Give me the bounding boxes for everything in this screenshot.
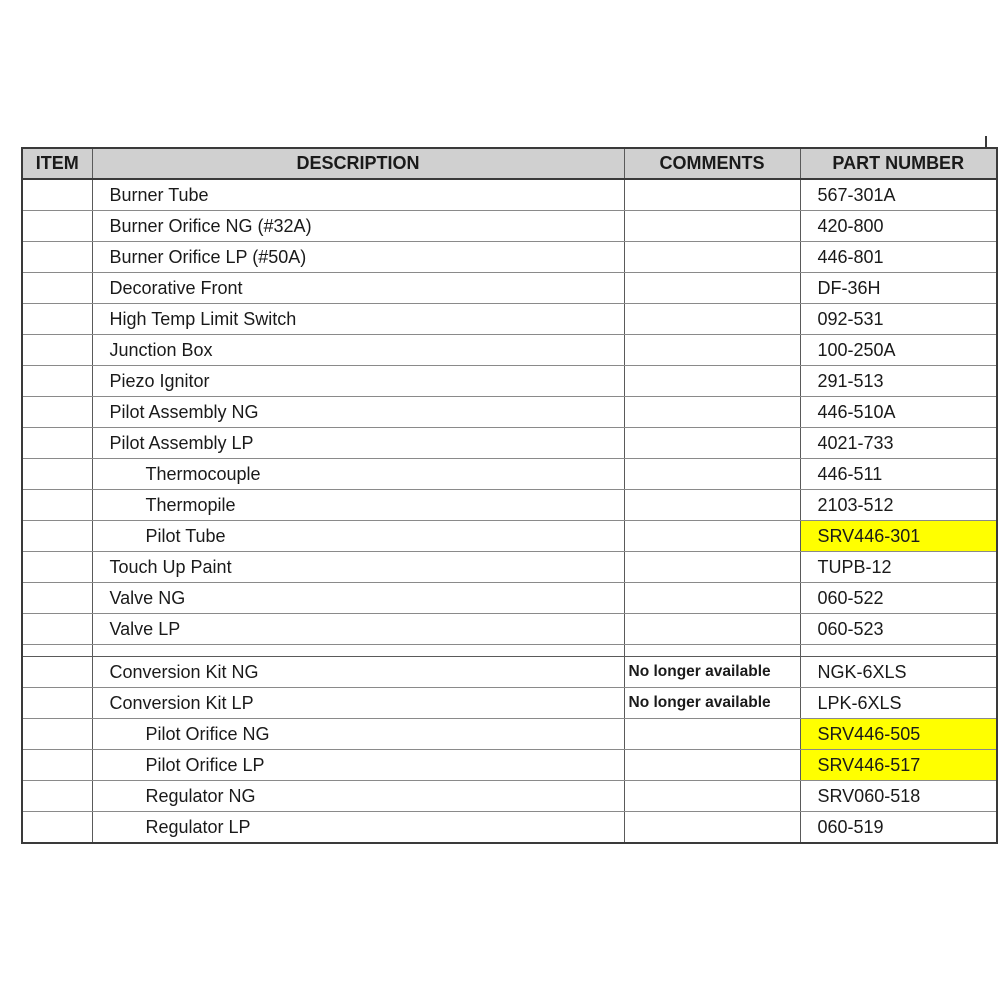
item-cell [22,242,92,273]
description-cell: Touch Up Paint [92,552,624,583]
comments-cell [624,459,800,490]
description-cell: Pilot Tube [92,521,624,552]
description-cell: Thermocouple [92,459,624,490]
description-cell: Junction Box [92,335,624,366]
table-row [22,688,997,719]
description-cell: Burner Orifice LP (#50A) [92,242,624,273]
item-cell [22,273,92,304]
table-row [22,397,997,428]
description-cell: Conversion Kit NG [92,657,624,688]
table-row [22,750,997,781]
part-number-cell: 420-800 [800,211,997,242]
table-row [22,583,997,614]
description-cell: Valve LP [92,614,624,645]
comments-cell [624,614,800,645]
comments-cell [624,719,800,750]
description-cell: Piezo Ignitor [92,366,624,397]
table-row [22,335,997,366]
table-row [22,552,997,583]
comments-cell [624,179,800,211]
item-cell [22,812,92,844]
comments-cell: No longer available [624,688,800,719]
item-cell [22,459,92,490]
comments-cell [624,812,800,844]
item-cell [22,645,92,657]
description-cell: Pilot Orifice NG [92,719,624,750]
part-number-cell-highlighted: SRV446-517 [800,750,997,781]
item-cell [22,428,92,459]
item-cell [22,657,92,688]
item-cell [22,490,92,521]
table-row [22,179,997,211]
description-cell: Burner Orifice NG (#32A) [92,211,624,242]
header-item: ITEM [22,148,92,179]
table-row [22,304,997,335]
comments-cell [624,552,800,583]
part-number-cell-highlighted: SRV446-301 [800,521,997,552]
header-comments: COMMENTS [624,148,800,179]
description-cell [92,645,624,657]
item-cell [22,614,92,645]
part-number-cell: 446-801 [800,242,997,273]
part-number-cell: 567-301A [800,179,997,211]
description-cell: High Temp Limit Switch [92,304,624,335]
part-number-cell: NGK-6XLS [800,657,997,688]
item-cell [22,179,92,211]
header-row [22,148,997,179]
part-number-cell: 092-531 [800,304,997,335]
part-number-cell: SRV060-518 [800,781,997,812]
comments-cell [624,304,800,335]
item-cell [22,211,92,242]
part-number-cell: 060-523 [800,614,997,645]
item-cell [22,335,92,366]
part-number-cell: 446-511 [800,459,997,490]
comments-cell [624,781,800,812]
description-cell: Regulator LP [92,812,624,844]
part-number-cell: 4021-733 [800,428,997,459]
table-row [22,781,997,812]
table-row [22,211,997,242]
item-cell [22,397,92,428]
spacer-row [22,645,997,657]
part-number-cell: 060-519 [800,812,997,844]
description-cell: Thermopile [92,490,624,521]
comments-cell: No longer available [624,657,800,688]
part-number-cell: TUPB-12 [800,552,997,583]
description-cell: Decorative Front [92,273,624,304]
description-cell: Pilot Assembly NG [92,397,624,428]
comments-cell [624,366,800,397]
part-number-cell: 100-250A [800,335,997,366]
table-row [22,366,997,397]
item-cell [22,366,92,397]
part-number-cell: 060-522 [800,583,997,614]
table-row [22,273,997,304]
part-number-cell: 291-513 [800,366,997,397]
item-cell [22,552,92,583]
comments-cell [624,242,800,273]
table-row [22,812,997,844]
part-number-cell: DF-36H [800,273,997,304]
item-cell [22,688,92,719]
comments-cell [624,645,800,657]
table-row [22,459,997,490]
table-row [22,242,997,273]
comments-cell [624,335,800,366]
comments-cell [624,750,800,781]
part-number-cell [800,645,997,657]
table-row [22,614,997,645]
item-cell [22,521,92,552]
item-cell [22,750,92,781]
comments-cell [624,273,800,304]
comments-cell [624,428,800,459]
part-number-cell: 2103-512 [800,490,997,521]
description-cell: Valve NG [92,583,624,614]
comments-cell [624,397,800,428]
header-description: DESCRIPTION [92,148,624,179]
table-row [22,657,997,688]
parts-table [21,147,998,844]
part-number-cell: 446-510A [800,397,997,428]
item-cell [22,719,92,750]
table-row [22,719,997,750]
comments-cell [624,521,800,552]
comments-cell [624,211,800,242]
description-cell: Pilot Assembly LP [92,428,624,459]
table-row [22,490,997,521]
comments-cell [624,583,800,614]
part-number-cell: LPK-6XLS [800,688,997,719]
item-cell [22,304,92,335]
item-cell [22,583,92,614]
description-cell: Conversion Kit LP [92,688,624,719]
part-number-cell-highlighted: SRV446-505 [800,719,997,750]
description-cell: Regulator NG [92,781,624,812]
comments-cell [624,490,800,521]
header-part-number: PART NUMBER [800,148,997,179]
description-cell: Burner Tube [92,179,624,211]
table-row [22,428,997,459]
item-cell [22,781,92,812]
description-cell: Pilot Orifice LP [92,750,624,781]
table-row [22,521,997,552]
